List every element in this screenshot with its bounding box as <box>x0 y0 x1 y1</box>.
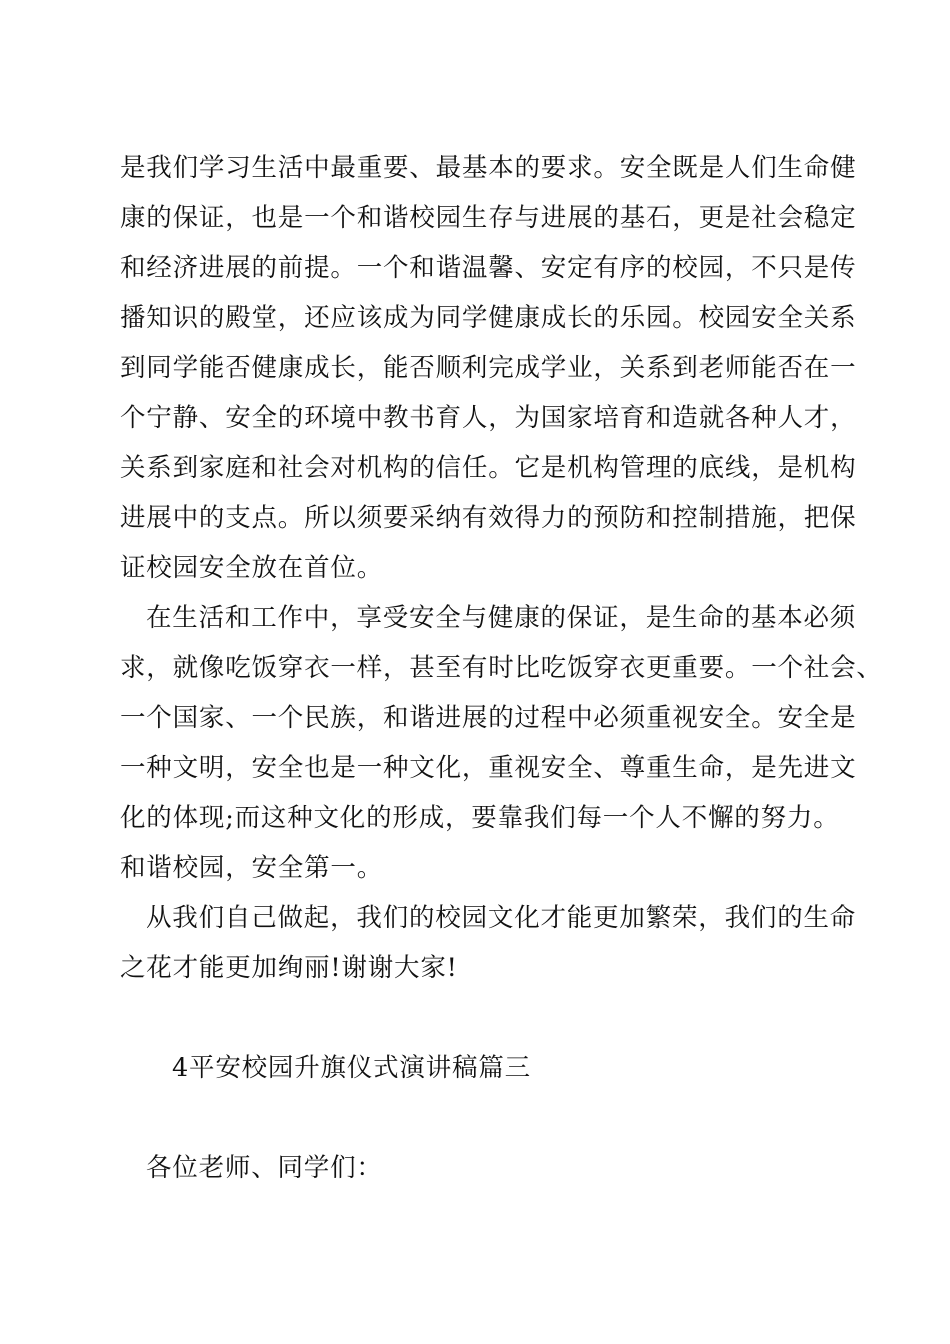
text-line: 一种文明，安全也是一种文化，重视安全、尊重生命，是先进文 <box>120 753 857 783</box>
salutation: 各位老师、同学们： <box>146 1153 383 1183</box>
text-line: 从我们自己做起，我们的校园文化才能更加繁荣，我们的生命 <box>146 903 857 933</box>
text-line: 到同学能否健康成长，能否顺利完成学业，关系到老师能否在一 <box>120 353 857 383</box>
text-line: 和经济进展的前提。一个和谐温馨、安定有序的校园，不只是传 <box>120 253 857 283</box>
text-line: 进展中的支点。所以须要采纳有效得力的预防和控制措施，把保 <box>120 503 857 533</box>
text-line: 一个国家、一个民族，和谐进展的过程中必须重视安全。安全是 <box>120 703 857 733</box>
text-line: 化的体现;而这种文化的形成，要靠我们每一个人不懈的努力。 <box>120 803 840 833</box>
text-line: 康的保证，也是一个和谐校园生存与进展的基石，更是社会稳定 <box>120 203 857 233</box>
section-heading: 4平安校园升旗仪式演讲稿篇三 <box>172 1053 531 1083</box>
text-line: 关系到家庭和社会对机构的信任。它是机构管理的底线，是机构 <box>120 453 857 483</box>
text-line: 之花才能更加绚丽!谢谢大家! <box>120 953 458 983</box>
text-line: 是我们学习生活中最重要、最基本的要求。安全既是人们生命健 <box>120 153 857 183</box>
text-line: 证校园安全放在首位。 <box>120 553 384 583</box>
text-line: 个宁静、安全的环境中教书育人，为国家培育和造就各种人才， <box>120 403 857 433</box>
text-line: 求，就像吃饭穿衣一样，甚至有时比吃饭穿衣更重要。一个社会、 <box>120 653 883 683</box>
text-line: 和谐校园，安全第一。 <box>120 853 384 883</box>
text-line: 播知识的殿堂，还应该成为同学健康成长的乐园。校园安全关系 <box>120 303 857 333</box>
text-line: 在生活和工作中，享受安全与健康的保证，是生命的基本必须 <box>146 603 857 633</box>
